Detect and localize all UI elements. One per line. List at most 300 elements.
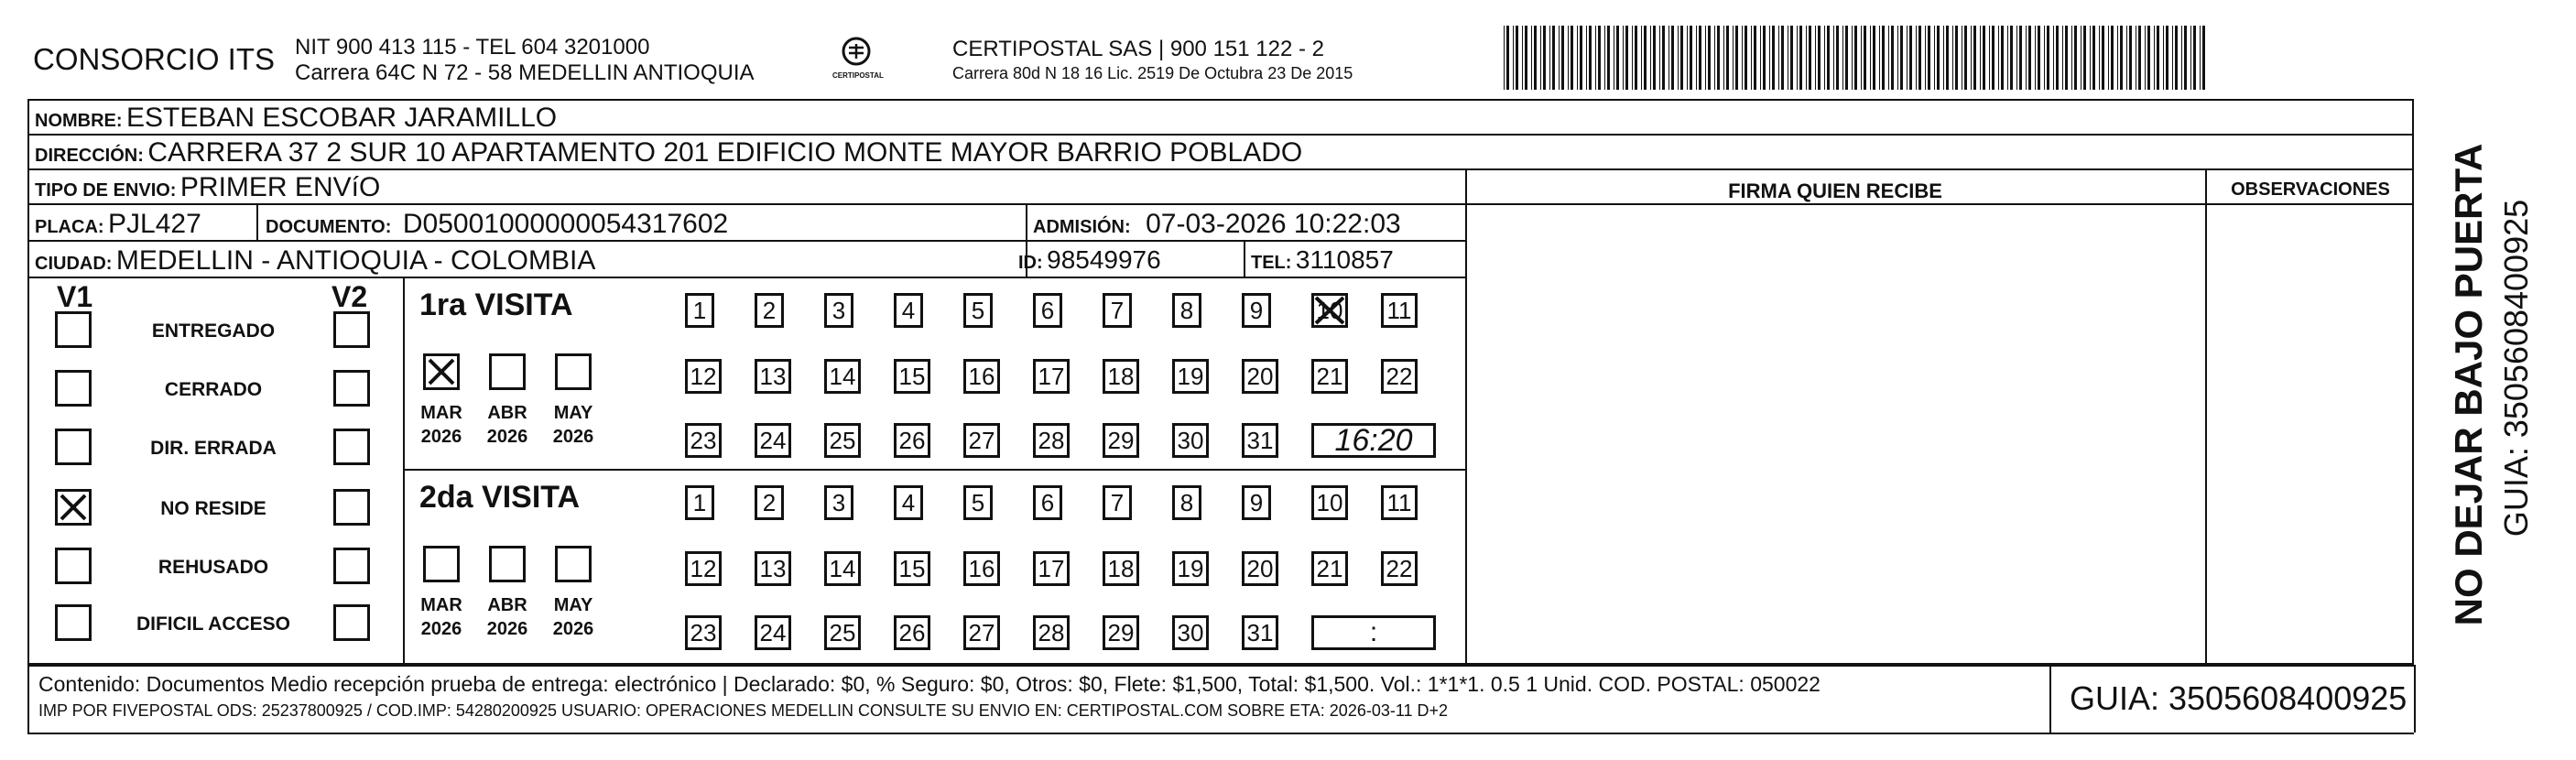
footer-printing-line: IMP POR FIVEPOSTAL ODS: 25237800925 / COD.IMP: 54280200925 USUARIO: OPERACIONES MEDELLIN CONSULTE SU ENVIO EN: CERTIPOSTAL.COM SOBRE ETA: 2026-03-11 D+2 bbox=[38, 701, 1449, 720]
day-cell[interactable]: 22 bbox=[1381, 359, 1418, 394]
barcode-bar bbox=[1854, 26, 1857, 90]
day-cell[interactable]: 26 bbox=[894, 615, 930, 650]
carrier-license-line: Carrera 80d N 18 16 Lic. 2519 De Octubra 23 De 2015 bbox=[952, 64, 1353, 82]
barcode-bar bbox=[2175, 26, 2178, 90]
day-cell[interactable]: 16 bbox=[963, 551, 1000, 586]
barcode-bar bbox=[1678, 26, 1679, 90]
row-divider bbox=[27, 134, 2414, 136]
barcode-bar bbox=[1809, 26, 1811, 90]
barcode-bar bbox=[1925, 26, 1926, 90]
barcode-bar bbox=[1818, 26, 1821, 90]
time-box[interactable]: : bbox=[1311, 615, 1436, 650]
month-checkbox[interactable] bbox=[489, 546, 526, 582]
barcode-bar bbox=[1833, 26, 1834, 90]
barcode-bar bbox=[2028, 26, 2031, 90]
barcode-bar bbox=[2026, 26, 2027, 90]
month-checkbox[interactable] bbox=[555, 353, 592, 390]
day-cell[interactable]: 6 bbox=[1033, 293, 1062, 328]
barcode-bar bbox=[1552, 26, 1555, 90]
barcode-bar bbox=[1980, 26, 1981, 90]
barcode-bar bbox=[1751, 26, 1752, 90]
barcode-bar bbox=[1882, 26, 1885, 90]
barcode-bar bbox=[1983, 26, 1985, 90]
documento-label: DOCUMENTO: bbox=[266, 217, 392, 237]
barcode-bar bbox=[1650, 26, 1651, 90]
barcode-bar bbox=[2053, 26, 2054, 90]
day-cell[interactable]: 11 bbox=[1381, 293, 1418, 328]
day-cell[interactable]: 10 bbox=[1311, 485, 1348, 520]
barcode-bar bbox=[1870, 26, 1871, 90]
day-cell[interactable]: 30 bbox=[1172, 615, 1209, 650]
day-cell[interactable]: 21 bbox=[1311, 551, 1348, 586]
visit-title: 2da VISITA bbox=[419, 480, 581, 515]
row-divider bbox=[27, 665, 2414, 667]
v2-checkbox[interactable] bbox=[333, 429, 370, 465]
year-label: 2026 bbox=[486, 619, 528, 639]
day-cell[interactable]: 12 bbox=[685, 551, 722, 586]
barcode-bar bbox=[2129, 26, 2132, 90]
company-name: CONSORCIO ITS bbox=[33, 42, 276, 76]
v2-label: V2 bbox=[332, 280, 368, 313]
day-cell[interactable]: 7 bbox=[1103, 485, 1132, 520]
barcode-bar bbox=[2099, 26, 2100, 90]
col-divider bbox=[256, 203, 258, 240]
day-cell[interactable]: 30 bbox=[1172, 423, 1209, 458]
day-cell[interactable]: 23 bbox=[685, 615, 722, 650]
day-cell[interactable]: 4 bbox=[894, 485, 923, 520]
v2-checkbox[interactable] bbox=[333, 370, 370, 407]
id-value: 98549976 bbox=[1047, 245, 1161, 274]
tipo-envio-value: PRIMER ENVíO bbox=[179, 172, 381, 202]
day-cell[interactable]: 8 bbox=[1172, 293, 1201, 328]
barcode-bar bbox=[2083, 26, 2086, 90]
v1-label: V1 bbox=[57, 280, 93, 313]
barcode-bar bbox=[1671, 26, 1674, 90]
day-cell[interactable]: 1 bbox=[685, 485, 714, 520]
barcode-bar bbox=[2065, 26, 2068, 90]
barcode-bar bbox=[2001, 26, 2004, 90]
barcode-bar bbox=[1760, 26, 1761, 90]
barcode-bar bbox=[2145, 26, 2146, 90]
barcode-bar bbox=[1909, 26, 1912, 90]
day-cell[interactable]: 31 bbox=[1242, 615, 1278, 650]
barcode-bar bbox=[1989, 26, 1990, 90]
barcode-bar bbox=[1635, 26, 1637, 90]
v1-checkbox[interactable] bbox=[55, 429, 92, 465]
placa-label: PLACA: bbox=[35, 217, 104, 237]
barcode-bar bbox=[1708, 26, 1711, 90]
barcode-bar bbox=[1772, 26, 1775, 90]
barcode-bar bbox=[1955, 26, 1958, 90]
barcode-bar bbox=[1745, 26, 1747, 90]
day-cell[interactable]: 3 bbox=[824, 485, 853, 520]
barcode-bar bbox=[1937, 26, 1940, 90]
barcode-bar bbox=[2111, 26, 2114, 90]
barcode-bar bbox=[1659, 26, 1660, 90]
no-dejar-bajo-puerta: NO DEJAR BAJO PUERTA bbox=[2447, 143, 2490, 626]
status-label: DIR. ERRADA bbox=[150, 438, 277, 459]
barcode-bar bbox=[1888, 26, 1889, 90]
footer-content-line: Contenido: Documentos Medio recepción prueba de entrega: electrónico | Declarado: $0, % Seguro: $0, Otros: $0, Flete: $1,500, Total: $1,500. Vol.: 1*1*1. 0.5 1 Unid. COD. POSTAL: 050022 bbox=[38, 672, 1821, 696]
side-guia: GUIA: 3505608400925 bbox=[2497, 199, 2535, 537]
barcode-bar bbox=[1723, 26, 1724, 90]
day-cell[interactable]: 29 bbox=[1103, 615, 1139, 650]
v1-checkbox[interactable] bbox=[55, 548, 92, 584]
row-divider bbox=[27, 240, 1465, 242]
barcode-bar bbox=[2090, 26, 2091, 90]
barcode-bar bbox=[1632, 26, 1633, 90]
v2-checkbox[interactable] bbox=[333, 548, 370, 584]
barcode-bar bbox=[2056, 26, 2059, 90]
barcode-bar bbox=[2200, 26, 2201, 90]
month-label: MAY bbox=[553, 595, 593, 615]
barcode-bar bbox=[2163, 26, 2164, 90]
v2-checkbox[interactable] bbox=[333, 311, 370, 348]
barcode-bar bbox=[1595, 26, 1596, 90]
day-cell[interactable]: 13 bbox=[755, 551, 791, 586]
year-label: 2026 bbox=[420, 619, 462, 639]
barcode-bar bbox=[2184, 26, 2187, 90]
barcode-bar bbox=[2062, 26, 2063, 90]
row-divider bbox=[27, 168, 2414, 170]
barcode-bar bbox=[1525, 26, 1527, 90]
day-cell[interactable]: 23 bbox=[685, 423, 722, 458]
barcode-bar bbox=[1964, 26, 1967, 90]
barcode-bar bbox=[1690, 26, 1692, 90]
barcode-bar bbox=[2035, 26, 2036, 90]
barcode-bar bbox=[2108, 26, 2109, 90]
month-label: MAR bbox=[420, 595, 462, 615]
footer-divider bbox=[2049, 665, 2051, 733]
month-checkbox[interactable] bbox=[555, 546, 592, 582]
id-row bbox=[1018, 245, 1161, 275]
month-checkbox[interactable] bbox=[423, 546, 460, 582]
barcode-bar bbox=[1714, 26, 1715, 90]
placa-row bbox=[35, 209, 201, 240]
barcode-bar bbox=[1735, 26, 1738, 90]
v2-checkbox[interactable] bbox=[333, 604, 370, 641]
barcode-bar bbox=[1918, 26, 1921, 90]
barcode-bar bbox=[1815, 26, 1816, 90]
ciudad-row bbox=[35, 245, 595, 277]
col-divider bbox=[2205, 168, 2207, 665]
barcode-bar bbox=[2007, 26, 2008, 90]
barcode-bar bbox=[1824, 26, 1825, 90]
day-cell[interactable]: 31 bbox=[1242, 423, 1278, 458]
status-label: ENTREGADO bbox=[151, 320, 276, 342]
barcode-bar bbox=[1742, 26, 1743, 90]
status-label: NO RESIDE bbox=[160, 498, 266, 519]
direccion-value: CARRERA 37 2 SUR 10 APARTAMENTO 201 EDIFICIO MONTE MAYOR BARRIO POBLADO bbox=[147, 137, 1303, 168]
barcode-bar bbox=[1549, 26, 1550, 90]
day-cell[interactable]: 16 bbox=[963, 359, 1000, 394]
barcode-bar bbox=[1586, 26, 1587, 90]
month-checkbox[interactable] bbox=[489, 353, 526, 390]
day-cell[interactable]: 5 bbox=[963, 485, 993, 520]
day-cell[interactable]: 4 bbox=[894, 293, 923, 328]
barcode-bar bbox=[1696, 26, 1697, 90]
barcode-bar bbox=[1699, 26, 1701, 90]
barcode-bar bbox=[1577, 26, 1578, 90]
status-label: CERRADO bbox=[164, 379, 263, 400]
documento-value: D05001000000054317602 bbox=[402, 209, 729, 239]
barcode-bar bbox=[1568, 26, 1569, 90]
certipostal-logo bbox=[829, 33, 884, 84]
v1-checkbox[interactable] bbox=[55, 489, 92, 526]
day-cell[interactable]: 3 bbox=[824, 293, 853, 328]
barcode-bar bbox=[2092, 26, 2095, 90]
day-cell[interactable]: 13 bbox=[755, 359, 791, 394]
day-cell[interactable]: 5 bbox=[963, 293, 993, 328]
v1-checkbox[interactable] bbox=[55, 311, 92, 348]
day-cell[interactable]: 14 bbox=[824, 359, 861, 394]
barcode bbox=[1504, 26, 2209, 90]
day-cell[interactable]: 2 bbox=[755, 485, 784, 520]
barcode-bar bbox=[1571, 26, 1573, 90]
barcode-bar bbox=[1522, 26, 1523, 90]
ciudad-label: CIUDAD: bbox=[35, 254, 113, 274]
day-cell[interactable]: 26 bbox=[894, 423, 930, 458]
col-divider bbox=[403, 277, 405, 665]
barcode-bar bbox=[2102, 26, 2104, 90]
barcode-bar bbox=[1781, 26, 1784, 90]
day-cell[interactable]: 28 bbox=[1033, 423, 1070, 458]
barcode-bar bbox=[1668, 26, 1669, 90]
day-cell[interactable]: 27 bbox=[963, 423, 1000, 458]
year-label: 2026 bbox=[486, 427, 528, 447]
barcode-bar bbox=[1717, 26, 1720, 90]
nombre-row bbox=[35, 103, 557, 134]
time-box[interactable]: 16:20 bbox=[1311, 423, 1436, 458]
placa-value: PJL427 bbox=[108, 209, 201, 239]
day-cell[interactable]: 24 bbox=[755, 615, 791, 650]
day-cell[interactable]: 27 bbox=[963, 615, 1000, 650]
day-cell[interactable]: 11 bbox=[1381, 485, 1418, 520]
barcode-bar bbox=[2074, 26, 2077, 90]
barcode-bar bbox=[1662, 26, 1665, 90]
day-cell[interactable]: 18 bbox=[1103, 359, 1139, 394]
barcode-bar bbox=[1897, 26, 1898, 90]
month-label: ABR bbox=[487, 595, 527, 615]
day-cell[interactable]: 15 bbox=[894, 359, 930, 394]
row-divider bbox=[27, 203, 2414, 205]
barcode-bar bbox=[1687, 26, 1688, 90]
barcode-bar bbox=[2071, 26, 2072, 90]
barcode-bar bbox=[2044, 26, 2045, 90]
barcode-bar bbox=[2016, 26, 2017, 90]
day-cell[interactable]: 12 bbox=[685, 359, 722, 394]
day-cell[interactable]: 9 bbox=[1242, 485, 1271, 520]
tel-label: TEL: bbox=[1251, 253, 1292, 273]
barcode-bar bbox=[1952, 26, 1953, 90]
admision-row bbox=[1033, 209, 1401, 240]
barcode-bar bbox=[2047, 26, 2049, 90]
barcode-bar bbox=[1998, 26, 1999, 90]
day-cell[interactable]: 10 bbox=[1311, 293, 1348, 328]
ciudad-value: MEDELLIN - ANTIOQUIA - COLOMBIA bbox=[115, 245, 596, 276]
day-cell[interactable]: 29 bbox=[1103, 423, 1139, 458]
footer-bottom bbox=[27, 733, 2414, 734]
barcode-bar bbox=[1943, 26, 1944, 90]
barcode-bar bbox=[1797, 26, 1798, 90]
day-cell[interactable]: 22 bbox=[1381, 551, 1418, 586]
direccion-row bbox=[35, 137, 1302, 168]
barcode-bar bbox=[2120, 26, 2123, 90]
company-address-line: Carrera 64C N 72 - 58 MEDELLIN ANTIOQUIA bbox=[295, 60, 755, 85]
logo-text: CERTIPOSTAL bbox=[832, 71, 884, 80]
day-cell[interactable]: 19 bbox=[1172, 551, 1209, 586]
day-cell[interactable]: 17 bbox=[1033, 551, 1070, 586]
tipo-envio-row bbox=[35, 172, 380, 203]
nombre-label: NOMBRE: bbox=[35, 111, 123, 131]
day-cell[interactable]: 9 bbox=[1242, 293, 1271, 328]
carrier-line: CERTIPOSTAL SAS | 900 151 122 - 2 bbox=[952, 37, 1324, 61]
barcode-bar bbox=[1934, 26, 1935, 90]
tel-row bbox=[1251, 245, 1394, 275]
firma-header: FIRMA QUIEN RECIBE bbox=[1728, 179, 1942, 202]
barcode-bar bbox=[1726, 26, 1729, 90]
barcode-bar bbox=[2181, 26, 2182, 90]
row-divider bbox=[27, 277, 1465, 278]
row-divider bbox=[403, 469, 1465, 471]
day-cell[interactable]: 19 bbox=[1172, 359, 1209, 394]
barcode-bar bbox=[1769, 26, 1770, 90]
day-cell[interactable]: 25 bbox=[824, 423, 861, 458]
barcode-bar bbox=[1680, 26, 1683, 90]
month-label: MAY bbox=[553, 403, 593, 423]
barcode-bar bbox=[1873, 26, 1875, 90]
day-cell[interactable]: 2 bbox=[755, 293, 784, 328]
barcode-bar bbox=[1971, 26, 1972, 90]
barcode-bar bbox=[1641, 26, 1642, 90]
day-cell[interactable]: 1 bbox=[685, 293, 714, 328]
day-cell[interactable]: 25 bbox=[824, 615, 861, 650]
barcode-bar bbox=[1799, 26, 1802, 90]
v1-checkbox[interactable] bbox=[55, 370, 92, 407]
admision-value: 07-03-2026 10:22:03 bbox=[1146, 209, 1401, 239]
barcode-bar bbox=[1790, 26, 1793, 90]
month-label: ABR bbox=[487, 403, 527, 423]
day-cell[interactable]: 20 bbox=[1242, 551, 1278, 586]
barcode-bar bbox=[1644, 26, 1647, 90]
day-cell[interactable]: 14 bbox=[824, 551, 861, 586]
barcode-bar bbox=[1625, 26, 1628, 90]
v1-checkbox[interactable] bbox=[55, 604, 92, 641]
v2-checkbox[interactable] bbox=[333, 489, 370, 526]
barcode-bar bbox=[1907, 26, 1908, 90]
barcode-bar bbox=[1928, 26, 1930, 90]
barcode-bar bbox=[2126, 26, 2127, 90]
barcode-bar bbox=[1504, 26, 1505, 90]
col-divider bbox=[1244, 240, 1245, 277]
barcode-bar bbox=[1836, 26, 1839, 90]
footer-right-edge bbox=[2414, 665, 2416, 733]
barcode-bar bbox=[1516, 26, 1518, 90]
barcode-bar bbox=[2117, 26, 2118, 90]
barcode-bar bbox=[2166, 26, 2168, 90]
barcode-bar bbox=[1806, 26, 1807, 90]
admision-label: ADMISIÓN: bbox=[1033, 217, 1131, 237]
day-cell[interactable]: 15 bbox=[894, 551, 930, 586]
barcode-bar bbox=[2019, 26, 2022, 90]
month-label: MAR bbox=[420, 403, 462, 423]
year-label: 2026 bbox=[420, 427, 462, 447]
documento-row bbox=[266, 209, 728, 240]
year-label: 2026 bbox=[552, 427, 594, 447]
barcode-bar bbox=[2157, 26, 2159, 90]
nombre-value: ESTEBAN ESCOBAR JARAMILLO bbox=[126, 103, 558, 133]
observaciones-header: OBSERVACIONES bbox=[2231, 179, 2390, 200]
barcode-bar bbox=[1531, 26, 1532, 90]
barcode-bar bbox=[1845, 26, 1848, 90]
visit-title: 1ra VISITA bbox=[419, 288, 573, 322]
footer-left-edge bbox=[27, 665, 29, 733]
barcode-bar bbox=[1973, 26, 1976, 90]
tel-value: 3110857 bbox=[1295, 245, 1394, 274]
barcode-bar bbox=[1861, 26, 1862, 90]
barcode-bar bbox=[1561, 26, 1564, 90]
barcode-bar bbox=[2038, 26, 2040, 90]
barcode-bar bbox=[1543, 26, 1546, 90]
barcode-bar bbox=[1559, 26, 1560, 90]
day-cell[interactable]: 21 bbox=[1311, 359, 1348, 394]
day-cell[interactable]: 17 bbox=[1033, 359, 1070, 394]
tipo-envio-label: TIPO DE ENVIO: bbox=[35, 180, 177, 201]
barcode-bar bbox=[1778, 26, 1779, 90]
barcode-bar bbox=[1852, 26, 1853, 90]
day-cell[interactable]: 7 bbox=[1103, 293, 1132, 328]
barcode-bar bbox=[1900, 26, 1903, 90]
barcode-bar bbox=[2154, 26, 2155, 90]
id-label: ID: bbox=[1018, 253, 1043, 273]
barcode-bar bbox=[1946, 26, 1949, 90]
barcode-bar bbox=[1827, 26, 1830, 90]
barcode-bar bbox=[1891, 26, 1894, 90]
barcode-bar bbox=[1623, 26, 1624, 90]
barcode-bar bbox=[2172, 26, 2173, 90]
barcode-bar bbox=[1653, 26, 1656, 90]
day-cell[interactable]: 24 bbox=[755, 423, 791, 458]
day-cell[interactable]: 28 bbox=[1033, 615, 1070, 650]
barcode-bar bbox=[1506, 26, 1509, 90]
day-cell[interactable]: 6 bbox=[1033, 485, 1062, 520]
col-divider bbox=[1465, 168, 1467, 665]
barcode-bar bbox=[1916, 26, 1917, 90]
barcode-bar bbox=[1513, 26, 1514, 90]
company-nit-line: NIT 900 413 115 - TEL 604 3201000 bbox=[295, 35, 650, 60]
status-label: DIFICIL ACCESO bbox=[136, 613, 290, 635]
barcode-bar bbox=[1992, 26, 1994, 90]
month-checkbox[interactable] bbox=[423, 353, 460, 390]
barcode-bar bbox=[1580, 26, 1582, 90]
day-cell[interactable]: 8 bbox=[1172, 485, 1201, 520]
status-label: REHUSADO bbox=[158, 557, 269, 578]
barcode-bar bbox=[1733, 26, 1734, 90]
barcode-bar bbox=[2202, 26, 2205, 90]
barcode-bar bbox=[1754, 26, 1756, 90]
barcode-bar bbox=[1842, 26, 1843, 90]
day-cell[interactable]: 20 bbox=[1242, 359, 1278, 394]
barcode-bar bbox=[2193, 26, 2196, 90]
barcode-bar bbox=[1864, 26, 1866, 90]
day-cell[interactable]: 18 bbox=[1103, 551, 1139, 586]
barcode-bar bbox=[1616, 26, 1619, 90]
barcode-bar bbox=[2147, 26, 2150, 90]
footer-guia: GUIA: 3505608400925 bbox=[2070, 679, 2408, 717]
barcode-bar bbox=[1534, 26, 1537, 90]
barcode-bar bbox=[1598, 26, 1601, 90]
barcode-bar bbox=[1763, 26, 1766, 90]
